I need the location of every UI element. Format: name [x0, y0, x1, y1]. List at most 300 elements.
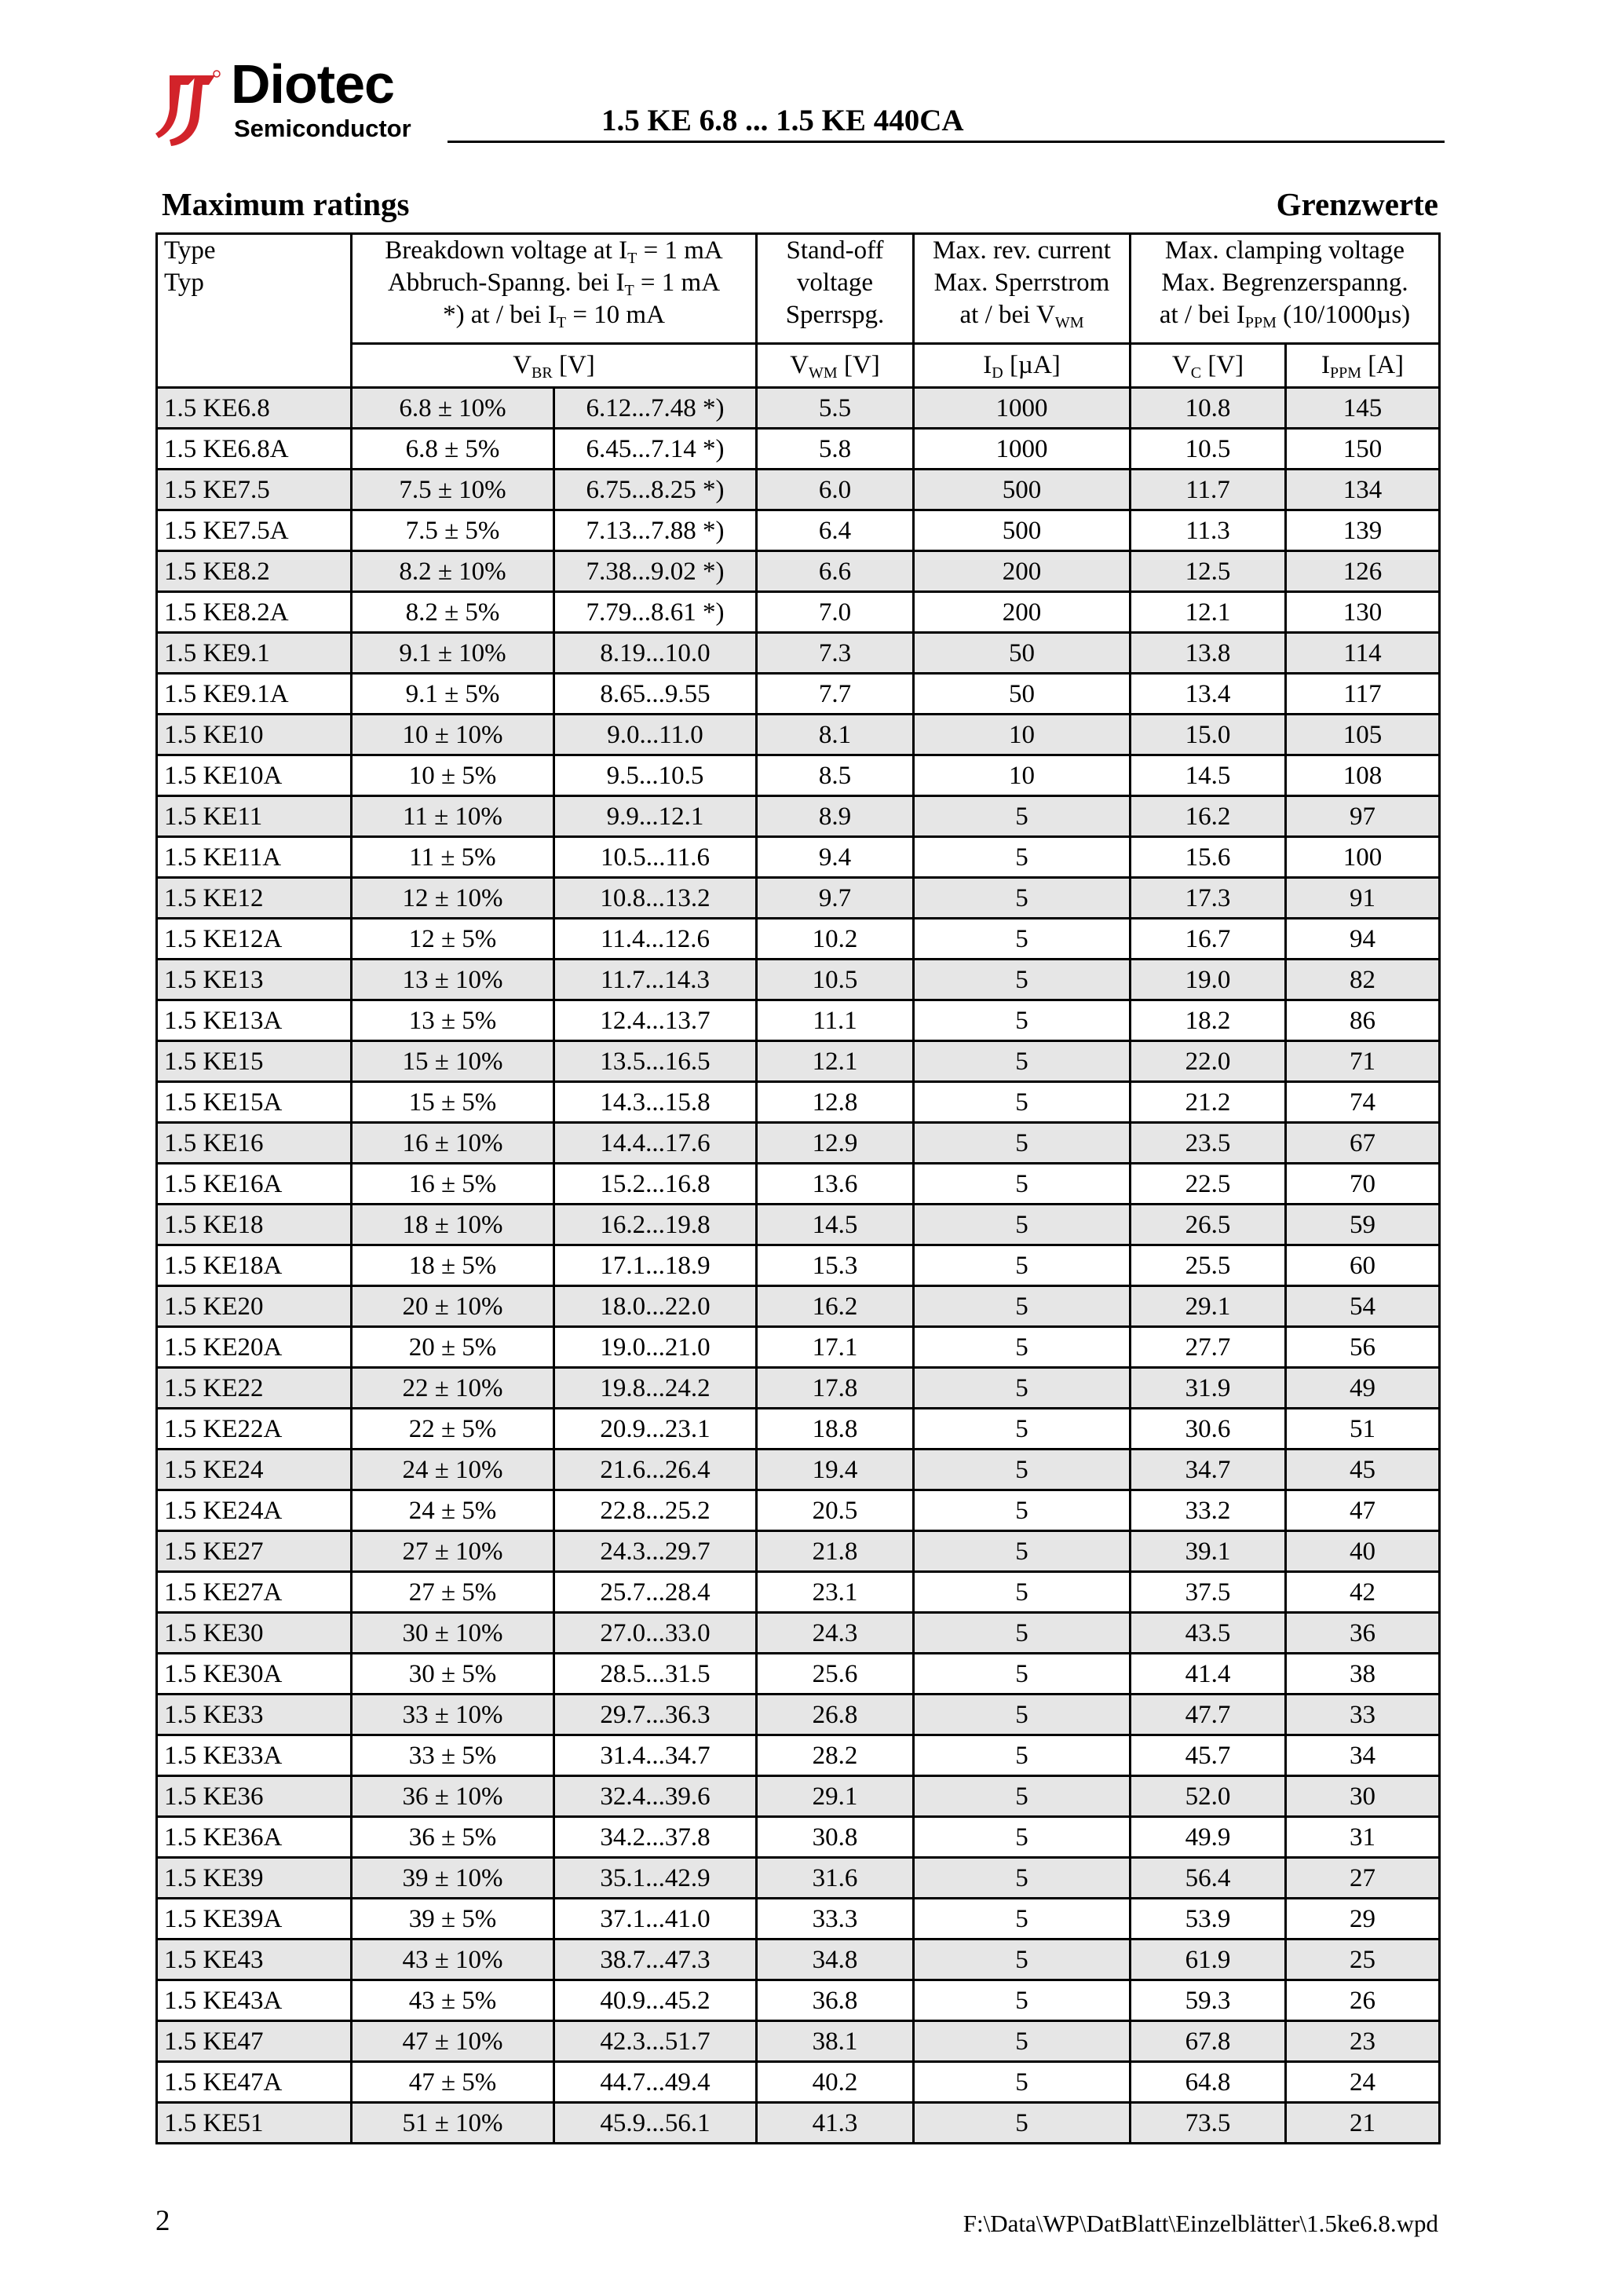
header-row [157, 234, 1440, 344]
cell-vwm: 31.6 [757, 1858, 914, 1899]
brand-name: Diotec [231, 53, 394, 115]
unit-vc-unit: [V] [1201, 351, 1244, 379]
cell-vbr-range: 15.2...16.8 [554, 1164, 757, 1205]
cell-vbr-range: 24.3...29.7 [554, 1531, 757, 1572]
unit-vc [1131, 344, 1286, 388]
table-row [157, 1572, 1440, 1613]
cell-vbr-nominal: 11 ± 5% [352, 837, 554, 878]
cell-vbr-nominal: 20 ± 5% [352, 1327, 554, 1368]
cell-id: 50 [914, 633, 1131, 674]
cell-vwm: 19.4 [757, 1450, 914, 1490]
cell-ippm: 86 [1286, 1000, 1440, 1041]
cell-type: 1.5 KE18 [157, 1205, 352, 1245]
cell-ippm: 59 [1286, 1205, 1440, 1245]
diotec-logo-icon [154, 61, 225, 148]
cell-vwm: 8.9 [757, 796, 914, 837]
cell-ippm: 56 [1286, 1327, 1440, 1368]
header-breakdown-sub2: T [624, 282, 634, 299]
cell-vbr-nominal: 11 ± 10% [352, 796, 554, 837]
cell-vbr-nominal: 8.2 ± 5% [352, 592, 554, 633]
table-row [157, 1735, 1440, 1776]
cell-vwm: 23.1 [757, 1572, 914, 1613]
cell-vwm: 7.7 [757, 674, 914, 715]
table-row [157, 1654, 1440, 1695]
cell-type: 1.5 KE47A [157, 2062, 352, 2103]
cell-vbr-range: 32.4...39.6 [554, 1776, 757, 1817]
header-clamping-line1: Max. clamping voltage [1164, 236, 1405, 265]
cell-ippm: 126 [1286, 551, 1440, 592]
header-breakdown-line2: Abbruch-Spanng. bei I [387, 269, 625, 297]
cell-vbr-nominal: 8.2 ± 10% [352, 551, 554, 592]
cell-type: 1.5 KE20 [157, 1286, 352, 1327]
cell-ippm: 70 [1286, 1164, 1440, 1205]
cell-vc: 47.7 [1131, 1695, 1286, 1735]
cell-ippm: 139 [1286, 510, 1440, 551]
table-row [157, 1695, 1440, 1735]
cell-vbr-range: 6.45...7.14 *) [554, 429, 757, 470]
table-row [157, 960, 1440, 1000]
cell-vbr-range: 10.8...13.2 [554, 878, 757, 919]
cell-vwm: 24.3 [757, 1613, 914, 1654]
header-rev-current-sub: WM [1054, 314, 1084, 331]
cell-vbr-nominal: 7.5 ± 5% [352, 510, 554, 551]
cell-ippm: 134 [1286, 470, 1440, 510]
unit-id [914, 344, 1131, 388]
cell-vwm: 12.1 [757, 1041, 914, 1082]
table-row [157, 1817, 1440, 1858]
cell-vbr-nominal: 6.8 ± 10% [352, 388, 554, 429]
cell-vbr-range: 12.4...13.7 [554, 1000, 757, 1041]
cell-vbr-nominal: 30 ± 5% [352, 1654, 554, 1695]
table-row [157, 1245, 1440, 1286]
cell-vwm: 9.4 [757, 837, 914, 878]
header-rev-current-line3: at / bei V [959, 301, 1055, 329]
cell-vbr-nominal: 47 ± 5% [352, 2062, 554, 2103]
cell-vbr-range: 35.1...42.9 [554, 1858, 757, 1899]
cell-ippm: 27 [1286, 1858, 1440, 1899]
table-row [157, 1368, 1440, 1409]
table-row [157, 1164, 1440, 1205]
cell-id: 5 [914, 1490, 1131, 1531]
table-row [157, 470, 1440, 510]
cell-type: 1.5 KE43A [157, 1980, 352, 2021]
cell-type: 1.5 KE22 [157, 1368, 352, 1409]
cell-id: 5 [914, 1776, 1131, 1817]
table-row [157, 1450, 1440, 1490]
cell-id: 5 [914, 1980, 1131, 2021]
cell-vbr-nominal: 24 ± 10% [352, 1450, 554, 1490]
table-row [157, 755, 1440, 796]
table-row [157, 2103, 1440, 2144]
cell-id: 5 [914, 1286, 1131, 1327]
table-row [157, 1000, 1440, 1041]
cell-vbr-nominal: 33 ± 10% [352, 1695, 554, 1735]
cell-ippm: 108 [1286, 755, 1440, 796]
cell-ippm: 36 [1286, 1613, 1440, 1654]
cell-vbr-range: 8.65...9.55 [554, 674, 757, 715]
cell-vbr-range: 45.9...56.1 [554, 2103, 757, 2144]
cell-vc: 64.8 [1131, 2062, 1286, 2103]
header-breakdown [352, 234, 757, 344]
cell-vbr-nominal: 6.8 ± 5% [352, 429, 554, 470]
header-breakdown-sub3: T [556, 314, 567, 331]
cell-ippm: 51 [1286, 1409, 1440, 1450]
cell-ippm: 82 [1286, 960, 1440, 1000]
cell-id: 200 [914, 551, 1131, 592]
cell-vbr-range: 34.2...37.8 [554, 1817, 757, 1858]
cell-vbr-range: 11.4...12.6 [554, 919, 757, 960]
cell-vbr-nominal: 39 ± 5% [352, 1899, 554, 1940]
table-row [157, 1082, 1440, 1123]
cell-vbr-range: 9.9...12.1 [554, 796, 757, 837]
cell-type: 1.5 KE15A [157, 1082, 352, 1123]
table-row [157, 919, 1440, 960]
cell-vwm: 8.5 [757, 755, 914, 796]
cell-type: 1.5 KE9.1 [157, 633, 352, 674]
cell-type: 1.5 KE7.5A [157, 510, 352, 551]
cell-vbr-range: 19.0...21.0 [554, 1327, 757, 1368]
unit-ippm-sub: PPM [1329, 364, 1361, 382]
cell-vbr-nominal: 10 ± 10% [352, 715, 554, 755]
cell-id: 500 [914, 510, 1131, 551]
cell-vwm: 12.8 [757, 1082, 914, 1123]
cell-vbr-nominal: 36 ± 10% [352, 1776, 554, 1817]
cell-vwm: 7.0 [757, 592, 914, 633]
header-breakdown-line1: Breakdown voltage at I [385, 236, 628, 265]
cell-id: 5 [914, 1041, 1131, 1082]
cell-vwm: 18.8 [757, 1409, 914, 1450]
cell-vbr-range: 11.7...14.3 [554, 960, 757, 1000]
cell-id: 5 [914, 1123, 1131, 1164]
header-type-en: Type [164, 236, 216, 265]
cell-type: 1.5 KE27A [157, 1572, 352, 1613]
cell-ippm: 42 [1286, 1572, 1440, 1613]
cell-type: 1.5 KE18A [157, 1245, 352, 1286]
cell-ippm: 54 [1286, 1286, 1440, 1327]
cell-vbr-range: 14.4...17.6 [554, 1123, 757, 1164]
cell-type: 1.5 KE13 [157, 960, 352, 1000]
cell-type: 1.5 KE51 [157, 2103, 352, 2144]
unit-id-unit: [µA] [1003, 351, 1061, 379]
cell-vbr-nominal: 27 ± 10% [352, 1531, 554, 1572]
cell-vbr-nominal: 51 ± 10% [352, 2103, 554, 2144]
cell-vc: 30.6 [1131, 1409, 1286, 1450]
cell-vwm: 17.8 [757, 1368, 914, 1409]
cell-ippm: 29 [1286, 1899, 1440, 1940]
cell-vbr-nominal: 9.1 ± 10% [352, 633, 554, 674]
cell-vbr-range: 44.7...49.4 [554, 2062, 757, 2103]
cell-vc: 26.5 [1131, 1205, 1286, 1245]
cell-vwm: 12.9 [757, 1123, 914, 1164]
cell-type: 1.5 KE33 [157, 1695, 352, 1735]
cell-vc: 61.9 [1131, 1940, 1286, 1980]
cell-vc: 37.5 [1131, 1572, 1286, 1613]
cell-vwm: 20.5 [757, 1490, 914, 1531]
table-row [157, 1613, 1440, 1654]
cell-vc: 43.5 [1131, 1613, 1286, 1654]
cell-vwm: 5.8 [757, 429, 914, 470]
unit-vbr-unit: [V] [552, 351, 595, 379]
header-clamping-post: (10/1000µs) [1276, 301, 1411, 329]
unit-vc-sub: C [1190, 364, 1202, 382]
cell-vbr-range: 22.8...25.2 [554, 1490, 757, 1531]
cell-vbr-nominal: 15 ± 5% [352, 1082, 554, 1123]
cell-vc: 12.1 [1131, 592, 1286, 633]
header-standoff-line3: Sperrspg. [785, 301, 885, 329]
unit-vc-symbol: V [1171, 351, 1191, 379]
cell-vwm: 6.4 [757, 510, 914, 551]
cell-ippm: 23 [1286, 2021, 1440, 2062]
cell-vc: 59.3 [1131, 1980, 1286, 2021]
cell-vwm: 38.1 [757, 2021, 914, 2062]
cell-vc: 29.1 [1131, 1286, 1286, 1327]
table-row [157, 796, 1440, 837]
cell-type: 1.5 KE22A [157, 1409, 352, 1450]
cell-vbr-range: 19.8...24.2 [554, 1368, 757, 1409]
cell-id: 5 [914, 1082, 1131, 1123]
cell-vbr-nominal: 10 ± 5% [352, 755, 554, 796]
table-row [157, 1776, 1440, 1817]
cell-id: 5 [914, 1409, 1131, 1450]
cell-vbr-nominal: 43 ± 10% [352, 1940, 554, 1980]
cell-vbr-nominal: 12 ± 5% [352, 919, 554, 960]
cell-vwm: 33.3 [757, 1899, 914, 1940]
cell-id: 50 [914, 674, 1131, 715]
cell-vc: 17.3 [1131, 878, 1286, 919]
ratings-table [155, 232, 1441, 2144]
cell-vbr-nominal: 36 ± 5% [352, 1817, 554, 1858]
cell-id: 5 [914, 1000, 1131, 1041]
table-row [157, 2021, 1440, 2062]
cell-vc: 41.4 [1131, 1654, 1286, 1695]
cell-vc: 12.5 [1131, 551, 1286, 592]
table-row [157, 1041, 1440, 1082]
cell-ippm: 38 [1286, 1654, 1440, 1695]
cell-id: 1000 [914, 429, 1131, 470]
cell-type: 1.5 KE10 [157, 715, 352, 755]
cell-ippm: 150 [1286, 429, 1440, 470]
table-row [157, 1123, 1440, 1164]
cell-type: 1.5 KE20A [157, 1327, 352, 1368]
cell-vbr-nominal: 7.5 ± 10% [352, 470, 554, 510]
cell-id: 10 [914, 755, 1131, 796]
cell-id: 5 [914, 1205, 1131, 1245]
cell-vwm: 16.2 [757, 1286, 914, 1327]
cell-id: 5 [914, 1327, 1131, 1368]
table-row [157, 592, 1440, 633]
cell-type: 1.5 KE11 [157, 796, 352, 837]
cell-vc: 67.8 [1131, 2021, 1286, 2062]
cell-vbr-nominal: 18 ± 5% [352, 1245, 554, 1286]
cell-type: 1.5 KE24A [157, 1490, 352, 1531]
cell-id: 5 [914, 1245, 1131, 1286]
cell-id: 5 [914, 1164, 1131, 1205]
header-rev-current [914, 234, 1131, 344]
table-row [157, 1490, 1440, 1531]
cell-vbr-nominal: 33 ± 5% [352, 1735, 554, 1776]
header-type-de: Typ [164, 269, 204, 297]
cell-vbr-range: 9.0...11.0 [554, 715, 757, 755]
cell-vc: 13.4 [1131, 674, 1286, 715]
cell-vbr-nominal: 24 ± 5% [352, 1490, 554, 1531]
cell-ippm: 67 [1286, 1123, 1440, 1164]
section-title-en: Maximum ratings [162, 186, 410, 222]
cell-vc: 11.7 [1131, 470, 1286, 510]
cell-ippm: 34 [1286, 1735, 1440, 1776]
cell-vwm: 25.6 [757, 1654, 914, 1695]
cell-vbr-range: 8.19...10.0 [554, 633, 757, 674]
cell-type: 1.5 KE8.2A [157, 592, 352, 633]
cell-type: 1.5 KE6.8 [157, 388, 352, 429]
table-row [157, 1205, 1440, 1245]
cell-vwm: 10.2 [757, 919, 914, 960]
cell-vbr-nominal: 22 ± 10% [352, 1368, 554, 1409]
cell-vbr-range: 7.13...7.88 *) [554, 510, 757, 551]
cell-id: 5 [914, 1572, 1131, 1613]
table-row [157, 1858, 1440, 1899]
cell-id: 10 [914, 715, 1131, 755]
cell-ippm: 74 [1286, 1082, 1440, 1123]
header-rule [448, 141, 1445, 143]
table-row [157, 715, 1440, 755]
cell-vbr-range: 6.12...7.48 *) [554, 388, 757, 429]
unit-vwm-unit: [V] [837, 351, 880, 379]
cell-vc: 45.7 [1131, 1735, 1286, 1776]
cell-type: 1.5 KE33A [157, 1735, 352, 1776]
cell-vbr-range: 6.75...8.25 *) [554, 470, 757, 510]
cell-ippm: 24 [1286, 2062, 1440, 2103]
table-row [157, 878, 1440, 919]
file-path: F:\Data\WP\DatBlatt\Einzelblätter\1.5ke6.8.wpd [963, 2210, 1438, 2237]
header-type [157, 234, 352, 388]
unit-vwm [757, 344, 914, 388]
cell-type: 1.5 KE13A [157, 1000, 352, 1041]
header-standoff-line2: voltage [796, 269, 874, 297]
cell-vc: 56.4 [1131, 1858, 1286, 1899]
table-row [157, 1409, 1440, 1450]
header-breakdown-line3: *) at / bei I [443, 301, 557, 329]
diotec-logo [154, 53, 437, 148]
cell-vbr-nominal: 20 ± 10% [352, 1286, 554, 1327]
cell-vbr-range: 21.6...26.4 [554, 1450, 757, 1490]
header-standoff [757, 234, 914, 344]
cell-type: 1.5 KE30 [157, 1613, 352, 1654]
cell-vbr-nominal: 15 ± 10% [352, 1041, 554, 1082]
cell-ippm: 117 [1286, 674, 1440, 715]
table-row [157, 510, 1440, 551]
table-row [157, 633, 1440, 674]
cell-vwm: 7.3 [757, 633, 914, 674]
cell-vbr-nominal: 47 ± 10% [352, 2021, 554, 2062]
unit-ippm-symbol: I [1321, 351, 1330, 379]
cell-vbr-nominal: 16 ± 10% [352, 1123, 554, 1164]
cell-type: 1.5 KE36A [157, 1817, 352, 1858]
cell-vbr-nominal: 30 ± 10% [352, 1613, 554, 1654]
cell-id: 5 [914, 960, 1131, 1000]
cell-vbr-range: 25.7...28.4 [554, 1572, 757, 1613]
cell-vwm: 6.6 [757, 551, 914, 592]
cell-vbr-range: 29.7...36.3 [554, 1695, 757, 1735]
table-row [157, 1531, 1440, 1572]
cell-vbr-range: 9.5...10.5 [554, 755, 757, 796]
header-rev-current-line2: Max. Sperrstrom [933, 269, 1110, 297]
cell-type: 1.5 KE12 [157, 878, 352, 919]
cell-id: 5 [914, 1940, 1131, 1980]
cell-ippm: 31 [1286, 1817, 1440, 1858]
brand-subtitle: Semiconductor [234, 115, 411, 142]
table-row [157, 1286, 1440, 1327]
table-row [157, 2062, 1440, 2103]
unit-ippm [1286, 344, 1440, 388]
cell-vc: 52.0 [1131, 1776, 1286, 1817]
cell-vwm: 17.1 [757, 1327, 914, 1368]
cell-vbr-nominal: 12 ± 10% [352, 878, 554, 919]
cell-type: 1.5 KE10A [157, 755, 352, 796]
cell-id: 5 [914, 1368, 1131, 1409]
cell-ippm: 91 [1286, 878, 1440, 919]
cell-vc: 10.5 [1131, 429, 1286, 470]
table-row [157, 1940, 1440, 1980]
unit-vwm-sub: WM [809, 364, 838, 382]
cell-vc: 21.2 [1131, 1082, 1286, 1123]
cell-vwm: 28.2 [757, 1735, 914, 1776]
cell-vbr-range: 7.38...9.02 *) [554, 551, 757, 592]
header-standoff-line1: Stand-off [786, 236, 884, 265]
cell-vbr-range: 20.9...23.1 [554, 1409, 757, 1450]
cell-vwm: 9.7 [757, 878, 914, 919]
cell-vc: 13.8 [1131, 633, 1286, 674]
cell-vwm: 5.5 [757, 388, 914, 429]
cell-ippm: 60 [1286, 1245, 1440, 1286]
cell-ippm: 26 [1286, 1980, 1440, 2021]
header-clamping [1131, 234, 1440, 344]
cell-vwm: 26.8 [757, 1695, 914, 1735]
header-breakdown-post3: = 10 mA [566, 301, 665, 329]
cell-ippm: 33 [1286, 1695, 1440, 1735]
cell-vbr-nominal: 22 ± 5% [352, 1409, 554, 1450]
cell-vc: 10.8 [1131, 388, 1286, 429]
cell-vwm: 14.5 [757, 1205, 914, 1245]
cell-vwm: 36.8 [757, 1980, 914, 2021]
cell-type: 1.5 KE43 [157, 1940, 352, 1980]
cell-vbr-nominal: 18 ± 10% [352, 1205, 554, 1245]
header-breakdown-sub1: T [627, 250, 637, 267]
cell-id: 5 [914, 1735, 1131, 1776]
cell-vbr-range: 37.1...41.0 [554, 1899, 757, 1940]
cell-vwm: 11.1 [757, 1000, 914, 1041]
cell-vc: 15.6 [1131, 837, 1286, 878]
cell-ippm: 30 [1286, 1776, 1440, 1817]
cell-id: 5 [914, 1899, 1131, 1940]
cell-vbr-range: 28.5...31.5 [554, 1654, 757, 1695]
table-row [157, 674, 1440, 715]
cell-vc: 11.3 [1131, 510, 1286, 551]
cell-vc: 22.5 [1131, 1164, 1286, 1205]
cell-vwm: 34.8 [757, 1940, 914, 1980]
cell-id: 5 [914, 2021, 1131, 2062]
header-breakdown-post1: = 1 mA [637, 236, 723, 265]
cell-ippm: 45 [1286, 1450, 1440, 1490]
cell-vwm: 21.8 [757, 1531, 914, 1572]
cell-ippm: 40 [1286, 1531, 1440, 1572]
cell-ippm: 100 [1286, 837, 1440, 878]
cell-id: 5 [914, 919, 1131, 960]
cell-vbr-nominal: 16 ± 5% [352, 1164, 554, 1205]
cell-id: 5 [914, 1531, 1131, 1572]
header-breakdown-post2: = 1 mA [634, 269, 721, 297]
cell-vc: 18.2 [1131, 1000, 1286, 1041]
page-number: 2 [155, 2205, 170, 2237]
